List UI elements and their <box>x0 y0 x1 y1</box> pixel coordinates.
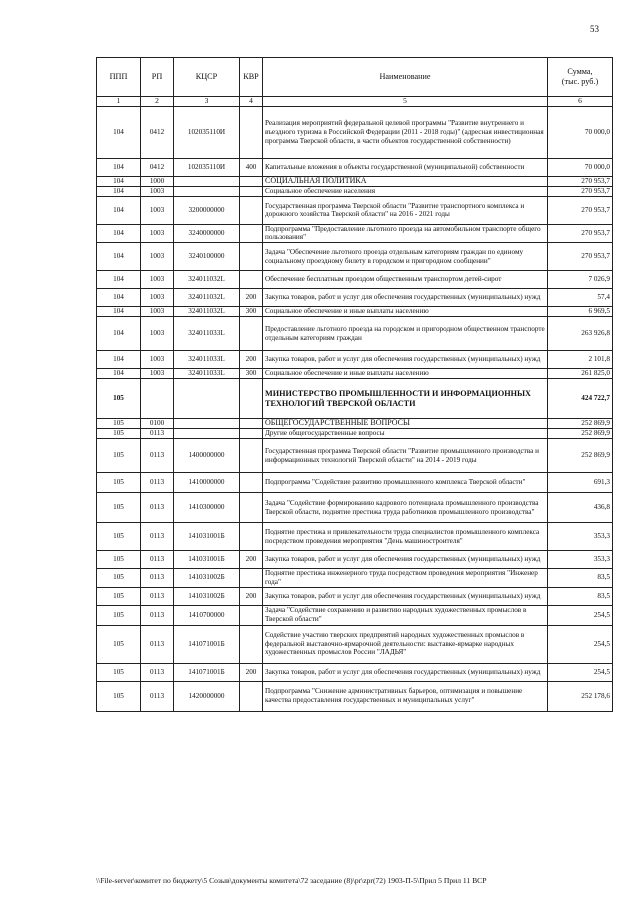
column-number: 2 <box>141 97 174 107</box>
cell-sum: 436,8 <box>548 493 613 523</box>
cell-rp: 0113 <box>141 551 174 569</box>
cell-kvr <box>240 317 263 351</box>
cell-name: Поднятие престижа и привлекательности труда специалистов промышленного комплекса посредством проведения мероприятия "День машиностроителя" <box>263 523 548 551</box>
cell-kcsr: 1410700000 <box>174 605 240 625</box>
cell-kvr <box>240 224 263 242</box>
cell-kvr <box>240 243 263 271</box>
cell-name: Закупка товаров, работ и услуг для обеспечения государственных (муниципальных) нужд <box>263 587 548 605</box>
cell-rp: 0113 <box>141 439 174 473</box>
cell-ppp: 105 <box>97 681 141 711</box>
cell-kvr <box>240 429 263 439</box>
cell-name: СОЦИАЛЬНАЯ ПОЛИТИКА <box>263 176 548 186</box>
cell-rp: 1003 <box>141 196 174 224</box>
cell-kvr <box>240 605 263 625</box>
cell-rp: 0100 <box>141 419 174 429</box>
cell-kcsr <box>174 186 240 196</box>
cell-name: Социальное обеспечение и иные выплаты населению <box>263 369 548 379</box>
cell-name: Поднятие престижа инженерного труда посредством проведения мероприятия "Инженер года" <box>263 569 548 587</box>
table-row <box>97 307 613 317</box>
cell-rp: 1003 <box>141 307 174 317</box>
cell-kcsr <box>174 429 240 439</box>
page-number: 53 <box>590 24 599 34</box>
cell-sum: 270 953,7 <box>548 186 613 196</box>
cell-kvr: 200 <box>240 351 263 369</box>
cell-name: Реализация мероприятий федеральной целевой программы "Развитие внутреннего и въездного туризма в Российской Федерации (2011 - 2018 годы)" (адресная инвестиционная программа Тверской области, в части объектов государственной собственности) <box>263 106 548 158</box>
cell-sum: 70 000,0 <box>548 158 613 176</box>
cell-ppp: 104 <box>97 158 141 176</box>
header-row <box>97 58 613 97</box>
cell-kcsr: 1420000000 <box>174 681 240 711</box>
cell-kvr: 200 <box>240 289 263 307</box>
cell-name: Задача "Содействие сохранению и развитию народных художественных промыслов в Тверской области" <box>263 605 548 625</box>
cell-name: Капитальные вложения в объекты государственной (муниципальной) собственности <box>263 158 548 176</box>
cell-ppp: 104 <box>97 224 141 242</box>
cell-kvr <box>240 176 263 186</box>
cell-rp <box>141 379 174 419</box>
cell-kcsr: 1410300000 <box>174 493 240 523</box>
cell-name: Закупка товаров, работ и услуг для обеспечения государственных (муниципальных) нужд <box>263 351 548 369</box>
cell-sum: 263 926,8 <box>548 317 613 351</box>
cell-sum: 252 869,9 <box>548 429 613 439</box>
table-row <box>97 186 613 196</box>
cell-kvr: 200 <box>240 663 263 681</box>
cell-rp: 1003 <box>141 369 174 379</box>
header-kvr: КВР <box>240 58 263 97</box>
cell-kvr <box>240 473 263 493</box>
cell-kvr <box>240 106 263 158</box>
cell-kcsr <box>174 419 240 429</box>
column-number: 1 <box>97 97 141 107</box>
table-row <box>97 351 613 369</box>
cell-ppp: 104 <box>97 196 141 224</box>
cell-sum: 252 869,9 <box>548 439 613 473</box>
cell-ppp: 104 <box>97 271 141 289</box>
cell-rp: 0113 <box>141 523 174 551</box>
table-row <box>97 317 613 351</box>
cell-sum: 6 969,5 <box>548 307 613 317</box>
cell-kcsr: 141071001Б <box>174 625 240 663</box>
cell-name: ОБЩЕГОСУДАРСТВЕННЫЕ ВОПРОСЫ <box>263 419 548 429</box>
cell-rp: 0113 <box>141 569 174 587</box>
cell-kvr: 200 <box>240 587 263 605</box>
table-row <box>97 196 613 224</box>
cell-kcsr: 3240000000 <box>174 224 240 242</box>
cell-sum: 270 953,7 <box>548 224 613 242</box>
table-row <box>97 158 613 176</box>
cell-name: Другие общегосударственные вопросы <box>263 429 548 439</box>
table-row <box>97 379 613 419</box>
cell-name: Государственная программа Тверской области "Развитие промышленного производства и информационных технологий Тверской области" на 2014 - 2019 годы <box>263 439 548 473</box>
column-number-row <box>97 97 613 107</box>
cell-kcsr: 3240100000 <box>174 243 240 271</box>
cell-kcsr: 324011032L <box>174 289 240 307</box>
cell-name: Подпрограмма "Предоставление льготного проезда на автомобильном транспорте общего пользования" <box>263 224 548 242</box>
table-row <box>97 289 613 307</box>
cell-sum: 254,5 <box>548 605 613 625</box>
cell-rp: 0113 <box>141 681 174 711</box>
cell-rp: 1003 <box>141 271 174 289</box>
cell-kcsr: 102035110И <box>174 106 240 158</box>
cell-sum: 270 953,7 <box>548 243 613 271</box>
cell-sum: 57,4 <box>548 289 613 307</box>
cell-rp: 0412 <box>141 158 174 176</box>
cell-rp: 0113 <box>141 625 174 663</box>
cell-ppp: 104 <box>97 243 141 271</box>
table-row <box>97 439 613 473</box>
cell-kvr <box>240 625 263 663</box>
cell-ppp: 105 <box>97 493 141 523</box>
cell-kvr <box>240 196 263 224</box>
cell-name: Закупка товаров, работ и услуг для обеспечения государственных (муниципальных) нужд <box>263 289 548 307</box>
table-row <box>97 569 613 587</box>
cell-kvr <box>240 271 263 289</box>
cell-rp: 0412 <box>141 106 174 158</box>
header-ppp: ППП <box>97 58 141 97</box>
cell-name: Подпрограмма "Содействие развитию промышленного комплекса Тверской области" <box>263 473 548 493</box>
column-number: 4 <box>240 97 263 107</box>
cell-kcsr <box>174 379 240 419</box>
header-name: Наименование <box>263 58 548 97</box>
cell-rp: 1003 <box>141 289 174 307</box>
table-row <box>97 605 613 625</box>
header-kcsr: КЦСР <box>174 58 240 97</box>
cell-sum: 270 953,7 <box>548 176 613 186</box>
cell-kvr <box>240 419 263 429</box>
cell-ppp: 104 <box>97 307 141 317</box>
table-row <box>97 419 613 429</box>
budget-table <box>96 57 613 712</box>
cell-sum: 7 026,9 <box>548 271 613 289</box>
cell-name: МИНИСТЕРСТВО ПРОМЫШЛЕННОСТИ И ИНФОРМАЦИОННЫХ ТЕХНОЛОГИЙ ТВЕРСКОЙ ОБЛАСТИ <box>263 379 548 419</box>
cell-name: Предоставление льготного проезда на городском и пригородном общественном транспорте отдельным категориям граждан <box>263 317 548 351</box>
cell-rp: 1003 <box>141 351 174 369</box>
table-row <box>97 493 613 523</box>
cell-kvr <box>240 439 263 473</box>
cell-kvr <box>240 493 263 523</box>
cell-ppp: 104 <box>97 317 141 351</box>
cell-kvr: 300 <box>240 307 263 317</box>
table-row <box>97 551 613 569</box>
table-row <box>97 243 613 271</box>
table-row <box>97 176 613 186</box>
table-row <box>97 473 613 493</box>
cell-kcsr: 324011032L <box>174 307 240 317</box>
cell-name: Социальное обеспечение населения <box>263 186 548 196</box>
cell-name: Задача "Содействие формированию кадрового потенциала промышленного производства Тверской области, поднятие престижа труда работников промышленного производства" <box>263 493 548 523</box>
cell-ppp: 105 <box>97 625 141 663</box>
cell-rp: 0113 <box>141 473 174 493</box>
cell-rp: 0113 <box>141 429 174 439</box>
cell-ppp: 104 <box>97 186 141 196</box>
column-number: 3 <box>174 97 240 107</box>
cell-sum: 424 722,7 <box>548 379 613 419</box>
cell-kcsr: 1400000000 <box>174 439 240 473</box>
cell-kcsr: 324011033L <box>174 369 240 379</box>
cell-name: Социальное обеспечение и иные выплаты населению <box>263 307 548 317</box>
cell-sum: 353,3 <box>548 523 613 551</box>
cell-rp: 0113 <box>141 493 174 523</box>
cell-name: Государственная программа Тверской области "Развитие транспортного комплекса и дорожного хозяйства Тверской области" на 2016 - 2021 годы <box>263 196 548 224</box>
footer-file-path: \\File-server\комитет по бюджету\5 Созыв\документы комитета\72 заседание (8)\pr\zpr(72) 1903-П-5\Прил 5 Прил 11 ВСР <box>96 876 487 885</box>
cell-kcsr: 141031002Б <box>174 569 240 587</box>
cell-sum: 261 825,0 <box>548 369 613 379</box>
cell-kvr: 400 <box>240 158 263 176</box>
cell-kcsr: 324011033L <box>174 351 240 369</box>
cell-name: Задача "Обеспечение льготного проезда отдельным категориям граждан по единому социальному проездному билету в городском и пригородном сообщении" <box>263 243 548 271</box>
table-row <box>97 271 613 289</box>
cell-ppp: 104 <box>97 351 141 369</box>
cell-ppp: 105 <box>97 523 141 551</box>
cell-ppp: 105 <box>97 379 141 419</box>
cell-name: Закупка товаров, работ и услуг для обеспечения государственных (муниципальных) нужд <box>263 663 548 681</box>
cell-ppp: 105 <box>97 663 141 681</box>
cell-kvr <box>240 569 263 587</box>
cell-kvr <box>240 186 263 196</box>
cell-rp: 1003 <box>141 186 174 196</box>
cell-ppp: 105 <box>97 605 141 625</box>
cell-rp: 0113 <box>141 663 174 681</box>
cell-rp: 0113 <box>141 587 174 605</box>
cell-name: Содействие участию тверских предприятий народных художественных промыслов в федеральной выставочно-ярмарочной деятельности: выставке-ярмарке народных художественных промыслов России "ЛАДЬЯ" <box>263 625 548 663</box>
cell-kvr <box>240 681 263 711</box>
cell-ppp: 104 <box>97 176 141 186</box>
cell-ppp: 104 <box>97 106 141 158</box>
cell-name: Обеспечение бесплатным проездом общественным транспортом детей-сирот <box>263 271 548 289</box>
cell-ppp: 104 <box>97 289 141 307</box>
cell-ppp: 105 <box>97 439 141 473</box>
cell-kcsr: 141031001Б <box>174 551 240 569</box>
cell-sum: 270 953,7 <box>548 196 613 224</box>
cell-kvr <box>240 523 263 551</box>
table-row <box>97 681 613 711</box>
table-row <box>97 663 613 681</box>
cell-name: Закупка товаров, работ и услуг для обеспечения государственных (муниципальных) нужд <box>263 551 548 569</box>
cell-name: Подпрограмма "Снижение административных барьеров, оптимизация и повышение качества предоставления государственных и муниципальных услуг" <box>263 681 548 711</box>
column-number: 6 <box>548 97 613 107</box>
cell-sum: 83,5 <box>548 587 613 605</box>
cell-rp: 1003 <box>141 224 174 242</box>
cell-sum: 252 869,9 <box>548 419 613 429</box>
cell-sum: 353,3 <box>548 551 613 569</box>
table-row <box>97 625 613 663</box>
header-rp: РП <box>141 58 174 97</box>
table-row <box>97 429 613 439</box>
cell-kcsr: 102035110И <box>174 158 240 176</box>
cell-rp: 1003 <box>141 317 174 351</box>
cell-sum: 83,5 <box>548 569 613 587</box>
cell-kvr <box>240 379 263 419</box>
cell-sum: 70 000,0 <box>548 106 613 158</box>
cell-kcsr: 324011032L <box>174 271 240 289</box>
cell-ppp: 105 <box>97 429 141 439</box>
cell-rp: 1003 <box>141 243 174 271</box>
cell-ppp: 105 <box>97 551 141 569</box>
cell-ppp: 105 <box>97 569 141 587</box>
table-row <box>97 106 613 158</box>
column-number: 5 <box>263 97 548 107</box>
cell-ppp: 105 <box>97 587 141 605</box>
cell-ppp: 105 <box>97 419 141 429</box>
cell-sum: 254,5 <box>548 663 613 681</box>
table-row <box>97 369 613 379</box>
cell-kcsr: 141031002Б <box>174 587 240 605</box>
cell-sum: 2 101,8 <box>548 351 613 369</box>
cell-kcsr: 324011033L <box>174 317 240 351</box>
cell-kcsr <box>174 176 240 186</box>
cell-kvr: 200 <box>240 551 263 569</box>
cell-sum: 254,5 <box>548 625 613 663</box>
cell-rp: 1000 <box>141 176 174 186</box>
header-sum: Сумма, (тыс. руб.) <box>548 58 613 97</box>
cell-kcsr: 1410000000 <box>174 473 240 493</box>
cell-kcsr: 141071001Б <box>174 663 240 681</box>
cell-kvr: 300 <box>240 369 263 379</box>
cell-sum: 691,3 <box>548 473 613 493</box>
table-row <box>97 587 613 605</box>
table-row <box>97 523 613 551</box>
cell-ppp: 105 <box>97 473 141 493</box>
cell-kcsr: 3200000000 <box>174 196 240 224</box>
table-body <box>97 97 613 712</box>
cell-ppp: 104 <box>97 369 141 379</box>
cell-rp: 0113 <box>141 605 174 625</box>
table-row <box>97 224 613 242</box>
cell-sum: 252 178,6 <box>548 681 613 711</box>
cell-kcsr: 141031001Б <box>174 523 240 551</box>
